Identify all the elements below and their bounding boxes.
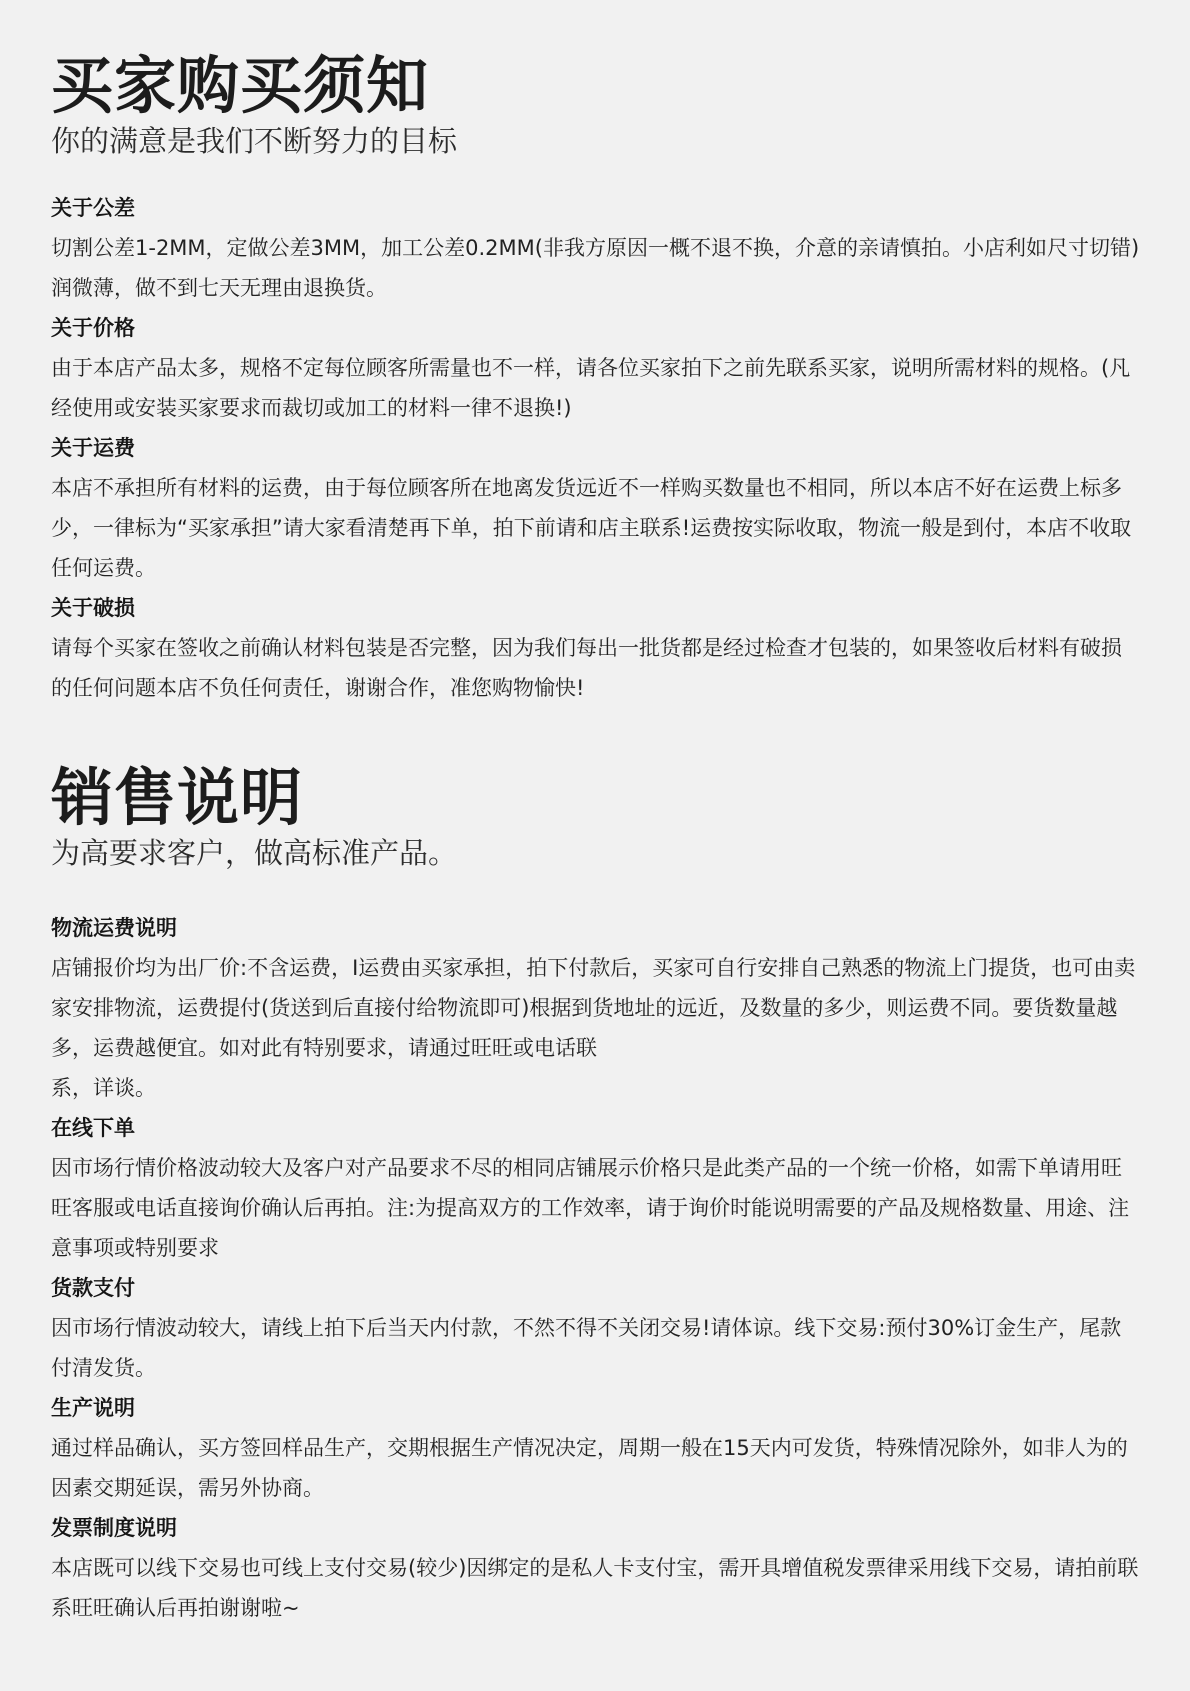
sales-item-body: 本店既可以线下交易也可线上支付交易(较少)因绑定的是私人卡支付宝，需开具增值税发票律采用线下交易，请拍前联系旺旺确认后再拍谢谢啦~ [51,1556,1139,1620]
notice-item-heading: 关于公差 [51,196,135,220]
notice-item-heading: 关于运费 [51,436,135,460]
sales-item-body: 通过样品确认，买方签回样品生产，交期根据生产情况决定，周期一般在15天内可发货，特殊情况除外，如非人为的因素交期延误，需另外协商。 [51,1436,1128,1500]
notice-item-shipping [51,428,1140,588]
buyer-notice-title: 买家购买须知 [51,49,430,122]
sales-item-logistics [51,908,1140,1108]
sales-item-invoice [51,1508,1140,1628]
buyer-notice-subtitle: 你的满意是我们不断努力的目标 [51,124,458,158]
sales-item-heading: 物流运费说明 [51,916,177,940]
sales-item-payment [51,1268,1140,1388]
sales-item-heading: 货款支付 [51,1276,135,1300]
sales-item-body: 店铺报价均为出厂价:不含运费，I运费由买家承担，拍下付款后，买家可自行安排自己熟悉的物流上门提货，也可由卖家安排物流，运费提付(货送到后直接付给物流即可)根据到货地址的远近，及数量的多少，则运费不同。要货数量越多，运费越便宜。如对此有特别要求，请通过旺旺或电话联 系，详谈。 [51,956,1136,1100]
notice-item-body: 由于本店产品太多，规格不定每位顾客所需量也不一样，请各位买家拍下之前先联系买家，说明所需材料的规格。(凡经使用或安装买家要求而裁切或加工的材料一律不退换!) [51,356,1131,420]
notice-item-heading: 关于破损 [51,596,135,620]
notice-item-body: 本店不承担所有材料的运费，由于每位顾客所在地离发货远近不一样购买数量也不相同，所以本店不好在运费上标多少，一律标为“买家承担”请大家看清楚再下单，拍下前请和店主联系!运费按实际收取，物流一般是到付，本店不收取任何运费。 [51,476,1132,580]
sales-notice-section [51,708,1140,1628]
sales-item-online-order [51,1108,1140,1268]
sales-item-body: 因市场行情波动较大，请线上拍下后当天内付款，不然不得不关闭交易!请体谅。线下交易:预付30%订金生产，尾款付清发货。 [51,1316,1122,1380]
sales-item-heading: 在线下单 [51,1116,135,1140]
notice-item-body: 请每个买家在签收之前确认材料包装是否完整，因为我们每出一批货都是经过检查才包装的，如果签收后材料有破损的任何问题本店不负任何责任，谢谢合作，准您购物愉快! [51,636,1122,700]
sales-notice-list [51,908,1140,1628]
sales-item-production [51,1388,1140,1508]
buyer-notice-section [51,0,1140,708]
notice-item-heading: 关于价格 [51,316,135,340]
notice-item-price [51,308,1140,428]
sales-item-body: 因市场行情价格波动较大及客户对产品要求不尽的相同店铺展示价格只是此类产品的一个统一价格，如需下单请用旺旺客服或电话直接询价确认后再拍。注:为提高双方的工作效率，请于询价时能说明需要的产品及规格数量、用途、注意事项或特别要求 [51,1156,1130,1260]
notice-item-tolerance [51,188,1140,308]
sales-notice-subtitle: 为高要求客户，做高标准产品。 [51,836,458,870]
sales-item-heading: 发票制度说明 [51,1516,177,1540]
sales-item-heading: 生产说明 [51,1396,135,1420]
notice-item-damage [51,588,1140,708]
notice-item-body: 切割公差1-2MM，定做公差3MM，加工公差0.2MM(非我方原因一概不退不换，介意的亲请慎拍。小店利如尺寸切错)润微薄，做不到七天无理由退换货。 [51,236,1140,300]
buyer-notice-list [51,188,1140,708]
sales-notice-title: 销售说明 [51,761,304,834]
